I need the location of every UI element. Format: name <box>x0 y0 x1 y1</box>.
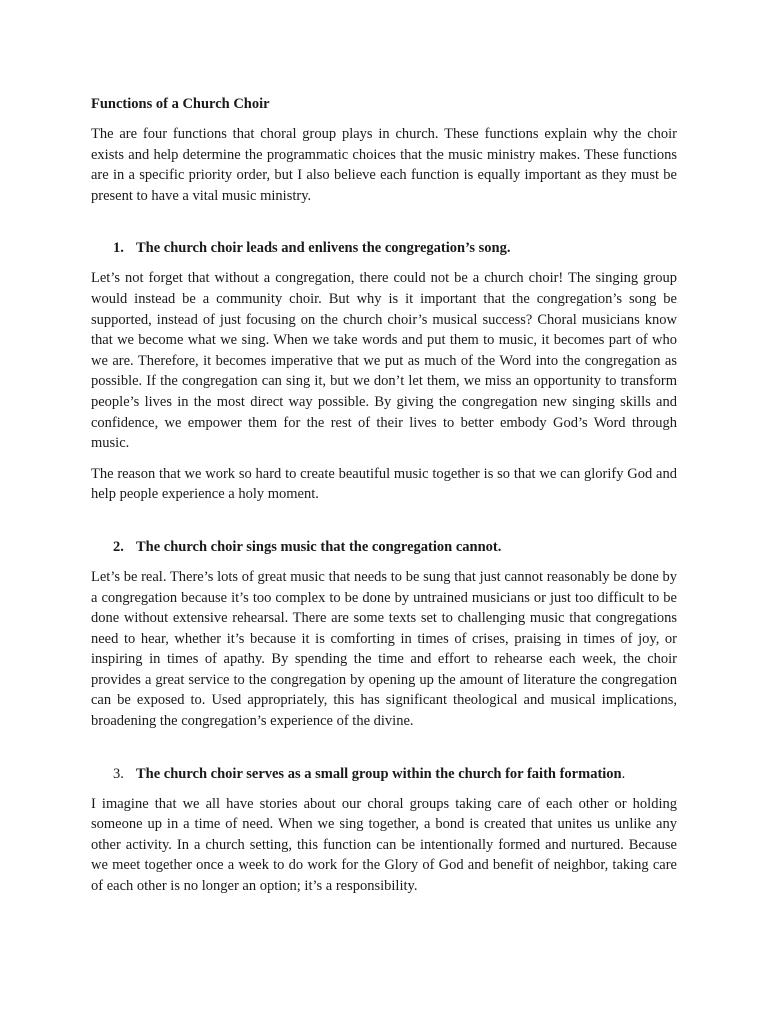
section-2-heading <box>91 537 677 557</box>
document-page <box>91 94 677 907</box>
section-1-number: 1. <box>113 240 124 257</box>
section-gap <box>91 216 677 238</box>
section-2-title: The church choir sings music that the congregation cannot. <box>136 538 502 555</box>
section-gap <box>91 742 677 764</box>
section-1-paragraph-2: The reason that we work so hard to create beautiful music together is so that we can glorify God and help people experience a holy moment. <box>91 465 677 503</box>
intro-paragraph: The are four functions that choral group plays in church. These functions explain why the choir exists and help determine the programmatic choices that the music ministry makes. These functions are in a specific priority order, but I also believe each function is equally important as they must be present to have a vital music ministry. <box>91 126 677 204</box>
document-title: Functions of a Church Choir <box>91 96 270 112</box>
section-gap <box>91 515 677 537</box>
section-3-number: 3. <box>113 765 124 782</box>
section-1-title: The church choir leads and enlivens the congregation’s song. <box>136 240 511 257</box>
section-2-paragraph-1: Let’s be real. There’s lots of great music that needs to be sung that just cannot reasonably be done by a congregation because it’s too complex to be done by untrained musicians or just too difficult to be done without extensive rehearsal. There are some texts set to challenging music that congregations need to hear, whether it’s because it is comforting in times of crises, praising in times of joy, or inspiring in times of apathy. By spending the time and effort to rehearse each week, the choir provides a great service to the congregation by opening up the amount of literature the congregation can be exposed to. Used appropriately, this has significant theological and musical implications, broadening the congregation’s experience of the divine. <box>91 568 677 730</box>
section-3-title-period: . <box>621 765 626 782</box>
section-3-title: The church choir serves as a small group within the church for faith formation <box>136 765 622 782</box>
section-3-title-wrap <box>136 764 625 784</box>
section-2-number: 2. <box>113 538 124 555</box>
section-3-paragraph-1: I imagine that we all have stories about our choral groups taking care of each other or holding someone up in a time of need. When we sing together, a bond is created that unites us unlike any other activity. In a church setting, this function can be intentionally formed and nurtured. Because we meet together once a week to do work for the Glory of God and benefit of neighbor, taking care of each other is no longer an option; it’s a responsibility. <box>91 795 677 895</box>
section-3-heading <box>91 764 677 784</box>
section-1-paragraph-1: Let’s not forget that without a congregation, there could not be a church choir! The singing group would instead be a community choir. But why is it important that the congregation’s song be supported, instead of just focusing on the church choir’s musical success? Choral musicians know that we become what we sing. When we take words and put them to music, it becomes part of who we are. Therefore, it becomes imperative that we put as much of the Word into the congregation as possible. If the congregation can sing it, but we don’t let them, we miss an opportunity to transform people’s lives in the most direct way possible. By giving the congregation new singing skills and confidence, we empower them for the rest of their lives to better embody God’s Word through music. <box>91 270 677 452</box>
section-1-heading <box>91 238 677 258</box>
